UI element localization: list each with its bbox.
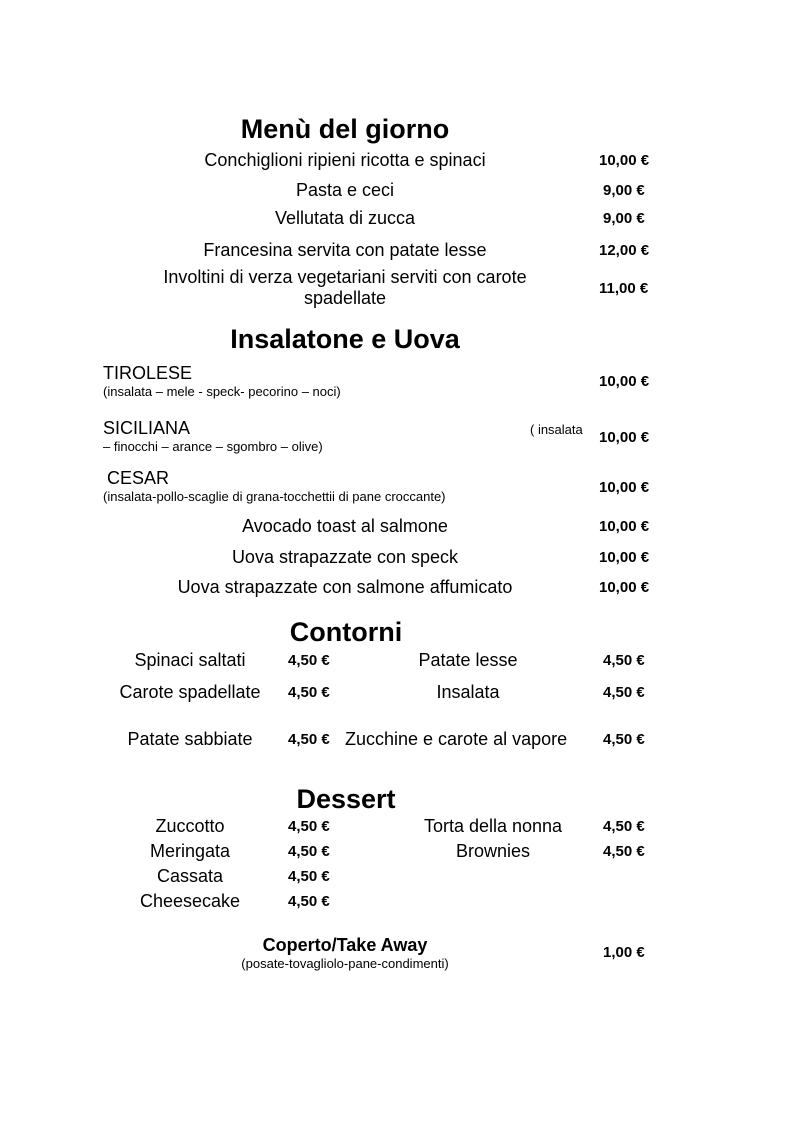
side-dish-price: 4,50 € [603,684,645,701]
coperto-price: 1,00 € [603,944,645,961]
side-dish-price: 4,50 € [603,652,645,669]
coperto-description: (posate-tovagliolo-pane-condimenti) [241,956,449,971]
menu-item-price: 10,00 € [599,549,650,566]
dessert-price: 4,50 € [288,843,330,860]
salad-description: (insalata – mele - speck- pecorino – noci) [103,384,341,399]
section-title-contorni: Contorni [289,617,403,647]
coperto-title: Coperto/Take Away [262,935,428,955]
menu-item-price: 10,00 € [599,518,650,535]
salad-description-part1: ( insalata [530,422,583,437]
section-title-menu-giorno: Menù del giorno [240,114,450,144]
menu-item-name: Francesina servita con patate lesse [203,240,487,260]
menu-item-name: Conchiglioni ripieni ricotta e spinaci [204,150,486,170]
menu-item-price: 10,00 € [599,152,650,169]
menu-item-name: Uova strapazzate con speck [231,547,459,567]
menu-item-name: Avocado toast al salmone [242,516,448,536]
side-dish-name: Patate lesse [418,650,518,670]
salad-name: SICILIANA [103,418,191,438]
side-dish-name: Patate sabbiate [127,729,253,749]
salad-name: CESAR [107,468,170,488]
dessert-name: Cheesecake [139,891,241,911]
section-title-insalatone: Insalatone e Uova [230,324,460,354]
dessert-name: Brownies [455,841,531,861]
dessert-price: 4,50 € [288,868,330,885]
dessert-name: Zuccotto [155,816,225,836]
menu-item-price: 9,00 € [603,182,645,199]
menu-item-price: 9,00 € [603,210,645,227]
dessert-name: Meringata [149,841,231,861]
salad-price: 10,00 € [599,373,650,390]
side-dish-name: Zucchine e carote al vapore [345,729,568,749]
dessert-price: 4,50 € [603,843,645,860]
dessert-name: Cassata [156,866,224,886]
side-dish-price: 4,50 € [288,684,330,701]
salad-price: 10,00 € [599,479,650,496]
dessert-price: 4,50 € [603,818,645,835]
salad-price: 10,00 € [599,429,650,446]
section-title-dessert: Dessert [296,784,396,814]
salad-description-part2: – finocchi – arance – sgombro – olive) [103,439,323,454]
side-dish-name: Carote spadellate [119,682,261,702]
side-dish-price: 4,50 € [288,731,330,748]
menu-item-name-line1: Involtini di verza vegetariani serviti con carote [163,267,527,287]
menu-item-name: Vellutata di zucca [274,208,416,228]
side-dish-price: 4,50 € [603,731,645,748]
menu-item-price: 12,00 € [599,242,650,259]
dessert-price: 4,50 € [288,818,330,835]
dessert-price: 4,50 € [288,893,330,910]
menu-item-name: Uova strapazzate con salmone affumicato [177,577,513,597]
menu-item-name: Pasta e ceci [295,180,395,200]
menu-item-price: 10,00 € [599,579,650,596]
menu-item-price: 11,00 € [599,280,649,297]
salad-name: TIROLESE [103,363,193,383]
side-dish-name: Spinaci saltati [134,650,246,670]
dessert-name: Torta della nonna [423,816,563,836]
side-dish-price: 4,50 € [288,652,330,669]
side-dish-name: Insalata [436,682,500,702]
menu-item-name-line2: spadellate [303,288,387,308]
salad-description: (insalata-pollo-scaglie di grana-tocchettii di pane croccante) [103,489,446,504]
